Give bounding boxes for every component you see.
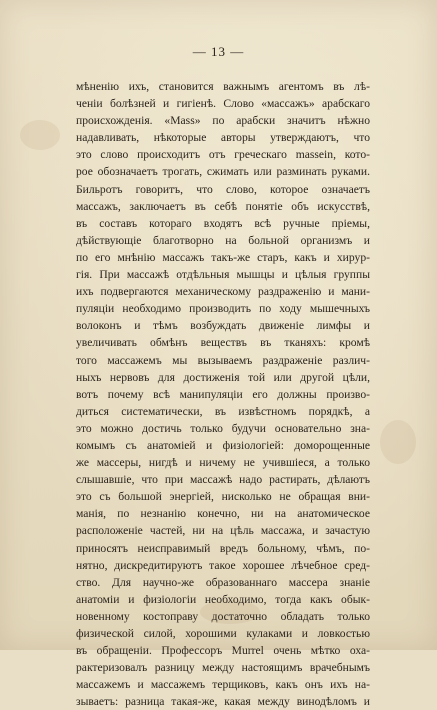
text-line: волоконъ и тѣмъ возбуждать движеніе лимфы и [76, 319, 370, 333]
text-line: надавливать, нѣкоторые авторы утверждаютъ, что [76, 131, 370, 145]
body-text [76, 78, 370, 710]
text-line: мѣненію ихъ, становится важнымъ агентомъ въ лѣ- [76, 80, 370, 93]
text-line: зываетъ: разница такая-же, какая между винодѣломъ и [76, 695, 370, 709]
text-line: пуляціи необходимо производить по ходу мышечныхъ [76, 302, 370, 316]
text-line: Бильротъ говоритъ, что слово, которое означаетъ [76, 182, 370, 196]
text-line: ныхъ нервовъ для достиженія той или другой цѣли, [76, 370, 370, 384]
text-line: слышавшіе, что при массажѣ надо растирать, дѣлаютъ [76, 473, 370, 487]
text-line: же массеры, нигдѣ и ничему не учившiеся, а только [76, 456, 370, 470]
text-line: расположеніе частей, ни на цѣль массажа, и зачастую [76, 524, 370, 538]
text-line: въ обращеніи. Профессоръ Murrel очень мѣтко оха- [76, 644, 370, 658]
text-line: ство. Для научно-же образованнаго массера знаніе [76, 575, 370, 589]
text-line: рактеризовалъ разницу между настоящимъ врачебнымъ [76, 661, 370, 675]
text-line: гія. При массажѣ отдѣльныя мышцы и цѣлыя группы [76, 268, 370, 282]
paper-stain [380, 420, 416, 464]
text-line: приносятъ неисправимый вредъ больному, чѣмъ, по- [76, 541, 370, 555]
text-line: въ составъ котораго входятъ всѣ ручные пріемы, [76, 216, 370, 230]
text-line: физической силой, хорошими кулаками и ловкостью [76, 627, 370, 640]
text-line: ихъ подвергаются механическому раздраженію и мани- [76, 285, 370, 299]
text-line: увеличивать обмѣнъ веществъ въ тканяхъ: кромѣ [76, 336, 370, 350]
paper-stain [20, 120, 60, 150]
text-line: новенному костоправу достаточно обладать только [76, 609, 370, 623]
text-line: дѣйствующіе благотворно на больной организмъ и [76, 233, 370, 247]
text-line: диться систематически, въ извѣстномъ порядкѣ, а [76, 404, 370, 418]
text-line: происхожденія. «Mass» по арабски значитъ нѣжно [76, 114, 370, 128]
text-line: это можно достичь только будучи основательно зна- [76, 421, 370, 435]
text-line: вотъ почему всѣ манипуляціи его должны произво- [76, 387, 370, 401]
text-line: это слово происходитъ отъ греческаго massein, кото- [76, 148, 370, 162]
text-line: ченіи болѣзней и гигіенѣ. Слово «массажъ» арабскаго [76, 97, 370, 111]
text-line: анатоміи и физіологіи необходимо, тогда какъ обык- [76, 592, 370, 606]
page-number: — 13 — [192, 44, 245, 59]
text-line: по его мнѣнію массажъ такъ-же старъ, какъ и хирур- [76, 250, 370, 264]
text-line: массажемъ и массажемъ терщиковъ, какъ онъ ихъ на- [76, 678, 370, 692]
text-line: манія, по незнанію конечно, ни на анатомическое [76, 507, 370, 521]
text-line: массажъ, заключаетъ въ себѣ понятіе объ искусствѣ, [76, 199, 370, 213]
text-line: рое обозначаетъ трогать, сжимать или разминать руками. [76, 165, 370, 179]
text-line: это съ большой энергіей, нисколько не обращая вни- [76, 490, 370, 504]
text-line: нятно, дискредитируютъ такое хорошее лѣчебное сред- [76, 558, 370, 572]
text-line: комымъ съ анатоміей и физіологіей: доморощенные [76, 438, 370, 452]
text-line: того массажемъ мы вызываемъ раздраженіе различ- [76, 353, 370, 367]
